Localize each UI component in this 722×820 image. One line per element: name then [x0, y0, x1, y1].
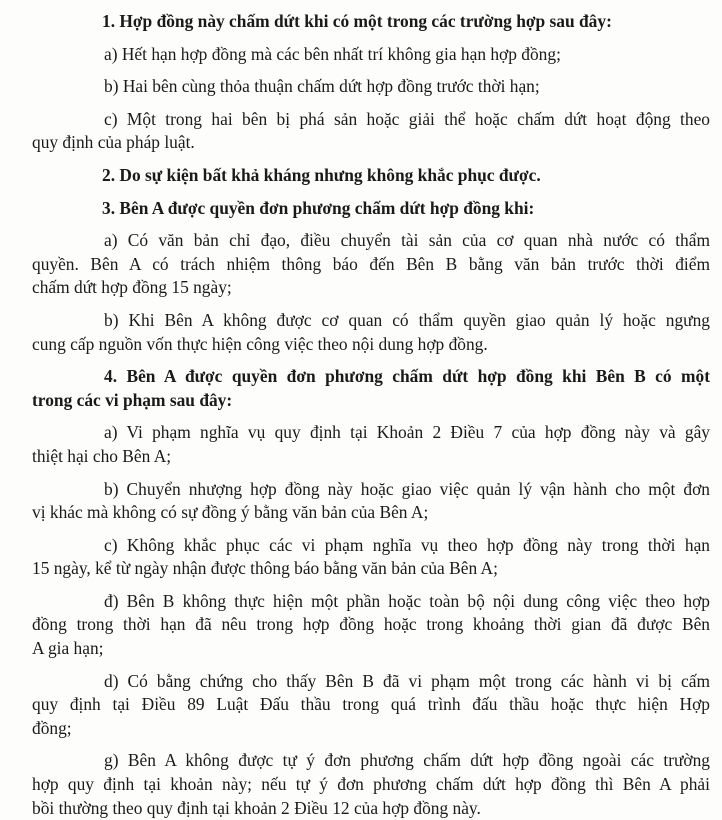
- clause-4dd-line3: A gia hạn;: [32, 638, 104, 659]
- clause-3a-line2: quyền. Bên A có trách nhiệm thông báo đến Bên B bằng văn bản trước thời điểm: [32, 253, 710, 274]
- clause-4d-line1: d) Có bằng chứng cho thấy Bên B đã vi phạm một trong các hành vi bị cấm: [104, 670, 710, 691]
- clause-3-heading: 3. Bên A được quyền đơn phương chấm dứt hợp đồng khi:: [102, 197, 535, 218]
- clause-4b-line2: vị khác mà không có sự đồng ý bằng văn bản của Bên A;: [32, 502, 429, 523]
- clause-3b-line2: cung cấp nguồn vốn thực hiện công việc theo nội dung hợp đồng.: [32, 333, 488, 354]
- clause-4d-line2: quy định tại Điều 89 Luật Đấu thầu trong quá trình đấu thầu hoặc thực hiện Hợp: [32, 694, 710, 715]
- clause-2-heading: 2. Do sự kiện bất khả kháng nhưng không khắc phục được.: [102, 164, 541, 185]
- clause-1b: b) Hai bên cùng thỏa thuận chấm dứt hợp đồng trước thời hạn;: [104, 76, 540, 97]
- clause-4-heading-line1: 4. Bên A được quyền đơn phương chấm dứt hợp đồng khi Bên B có một: [104, 366, 710, 387]
- clause-4g-line3: bồi thường theo quy định tại khoản 2 Điều 12 của hợp đồng này.: [32, 797, 481, 818]
- clause-4dd-line2: đồng trong thời hạn đã nêu trong hợp đồng hoặc trong khoảng thời gian đã được Bên: [32, 614, 710, 635]
- clause-4a-line2: thiệt hại cho Bên A;: [32, 445, 172, 466]
- clause-4d-line3: đồng;: [32, 717, 72, 738]
- clause-4g-line2: hợp quy định tại khoản này; nếu tự ý đơn phương chấm dứt hợp đồng thì Bên A phải: [32, 774, 710, 795]
- clause-4-heading-line2: trong các vi phạm sau đây:: [32, 389, 233, 410]
- clause-4b-line1: b) Chuyển nhượng hợp đồng này hoặc giao việc quản lý vận hành cho một đơn: [104, 478, 710, 499]
- clause-4c-line2: 15 ngày, kể từ ngày nhận được thông báo bằng văn bản của Bên A;: [32, 558, 498, 579]
- clause-3a-line3: chấm dứt hợp đồng 15 ngày;: [32, 277, 232, 298]
- clause-3b-line1: b) Khi Bên A không được cơ quan có thẩm quyền giao quản lý hoặc ngưng: [104, 309, 710, 330]
- clause-1a: a) Hết hạn hợp đồng mà các bên nhất trí không gia hạn hợp đồng;: [104, 43, 561, 64]
- clause-4dd-line1: đ) Bên B không thực hiện một phần hoặc toàn bộ nội dung công việc theo hợp: [104, 590, 710, 611]
- clause-1c-line2: quy định của pháp luật.: [32, 132, 195, 153]
- clause-4a-line1: a) Vi phạm nghĩa vụ quy định tại Khoản 2 Điều 7 của hợp đồng này và gây: [104, 422, 710, 443]
- clause-3a-line1: a) Có văn bản chỉ đạo, điều chuyển tài sản của cơ quan nhà nước có thẩm: [104, 230, 710, 251]
- clause-1c-line1: c) Một trong hai bên bị phá sản hoặc giải thể hoặc chấm dứt hoạt động theo: [104, 108, 710, 129]
- clause-4g-line1: g) Bên A không được tự ý đơn phương chấm dứt hợp đồng ngoài các trường: [104, 750, 710, 771]
- clause-4c-line1: c) Không khắc phục các vi phạm nghĩa vụ theo hợp đồng này trong thời hạn: [104, 534, 710, 555]
- clause-1-heading: 1. Hợp đồng này chấm dứt khi có một trong các trường hợp sau đây:: [102, 11, 612, 31]
